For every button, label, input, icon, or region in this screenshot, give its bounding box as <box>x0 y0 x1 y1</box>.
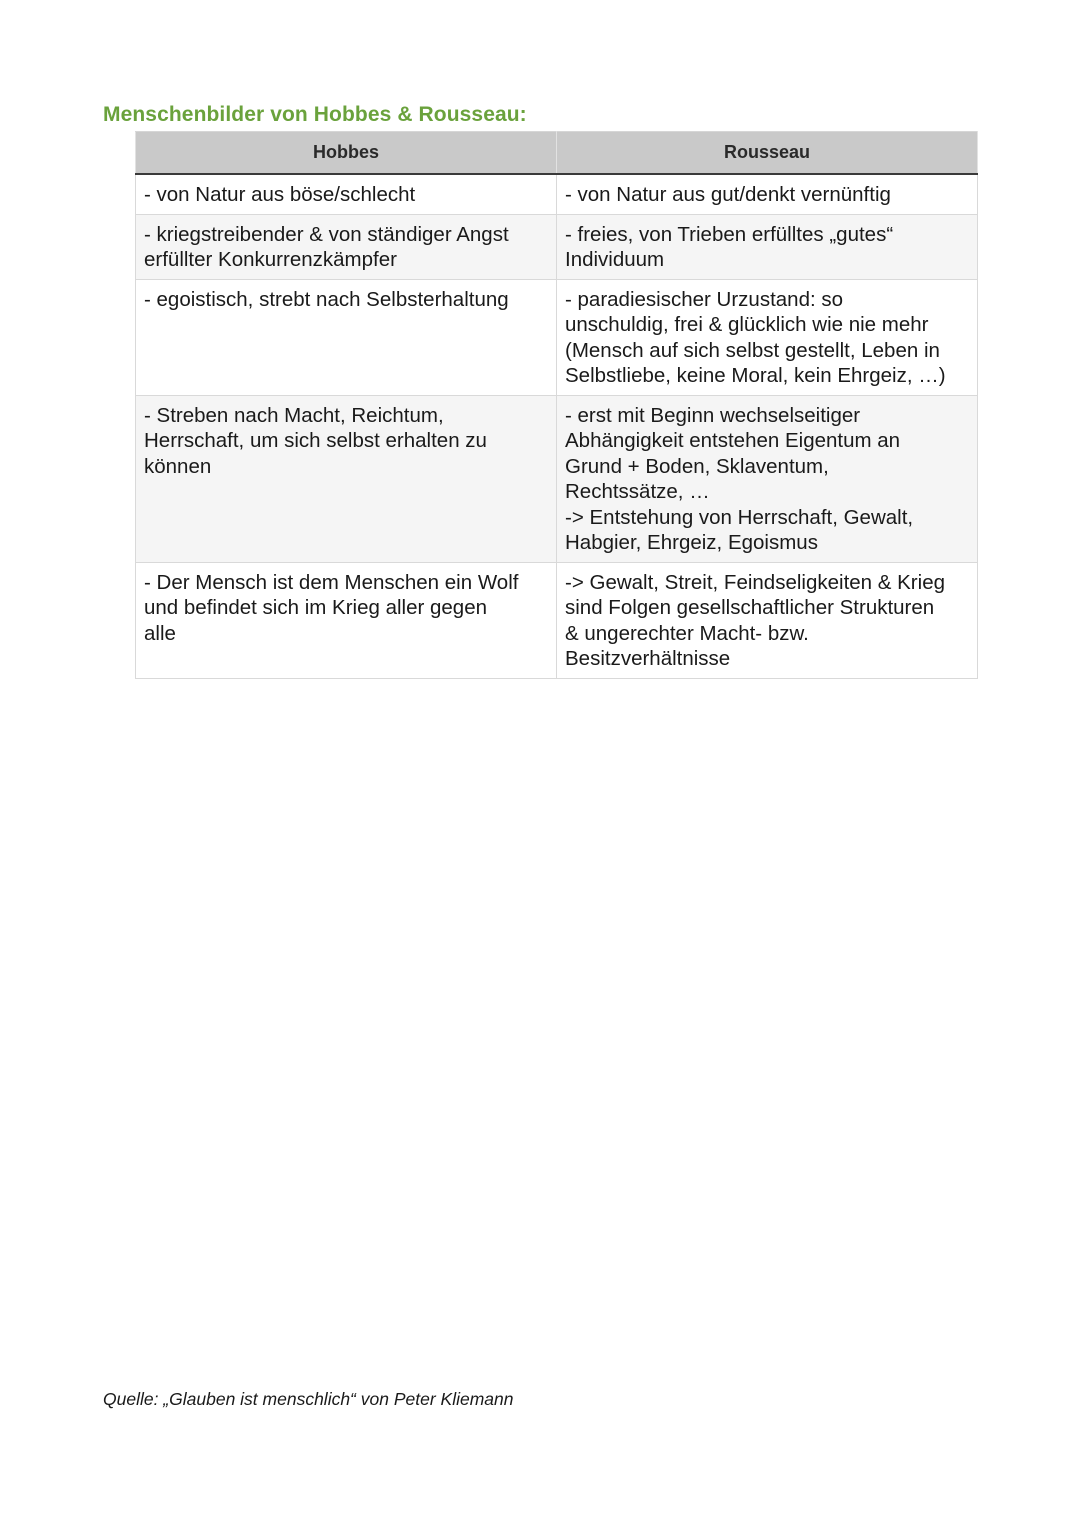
table-row <box>136 279 978 395</box>
table-row <box>136 395 978 562</box>
hobbes-cell: - Streben nach Macht, Reichtum, Herrschaft, um sich selbst erhalten zu können <box>136 395 557 562</box>
table-row <box>136 562 978 678</box>
source-citation: Quelle: „Glauben ist menschlich“ von Peter Kliemann <box>103 1389 514 1409</box>
rousseau-cell: -> Gewalt, Streit, Feindseligkeiten & Krieg sind Folgen gesellschaftlicher Strukturen & ungerechter Macht- bzw. Besitzverhältnisse <box>557 562 978 678</box>
rousseau-cell: - paradiesischer Urzustand: so unschuldig, frei & glücklich wie nie mehr (Mensch auf sich selbst gestellt, Leben in Selbstliebe, keine Moral, kein Ehrgeiz, …) <box>557 279 978 395</box>
rousseau-cell: - erst mit Beginn wechselseitiger Abhängigkeit entstehen Eigentum an Grund + Boden, Sklaventum, Rechtssätze, … -> Entstehung von Herrschaft, Gewalt, Habgier, Ehrgeiz, Egoismus <box>557 395 978 562</box>
rousseau-cell: - freies, von Trieben erfülltes „gutes“ Individuum <box>557 214 978 279</box>
column-header-hobbes: Hobbes <box>136 132 557 175</box>
hobbes-cell: - Der Mensch ist dem Menschen ein Wolf und befindet sich im Krieg aller gegen alle <box>136 562 557 678</box>
table-header-row <box>136 132 978 175</box>
hobbes-cell: - egoistisch, strebt nach Selbsterhaltung <box>136 279 557 395</box>
page-heading: Menschenbilder von Hobbes & Rousseau: <box>103 103 527 126</box>
table-row <box>136 174 978 214</box>
comparison-table <box>135 131 978 679</box>
hobbes-cell: - kriegstreibender & von ständiger Angst erfüllter Konkurrenzkämpfer <box>136 214 557 279</box>
rousseau-cell: - von Natur aus gut/denkt vernünftig <box>557 174 978 214</box>
column-header-rousseau: Rousseau <box>557 132 978 175</box>
table-row <box>136 214 978 279</box>
hobbes-cell: - von Natur aus böse/schlecht <box>136 174 557 214</box>
